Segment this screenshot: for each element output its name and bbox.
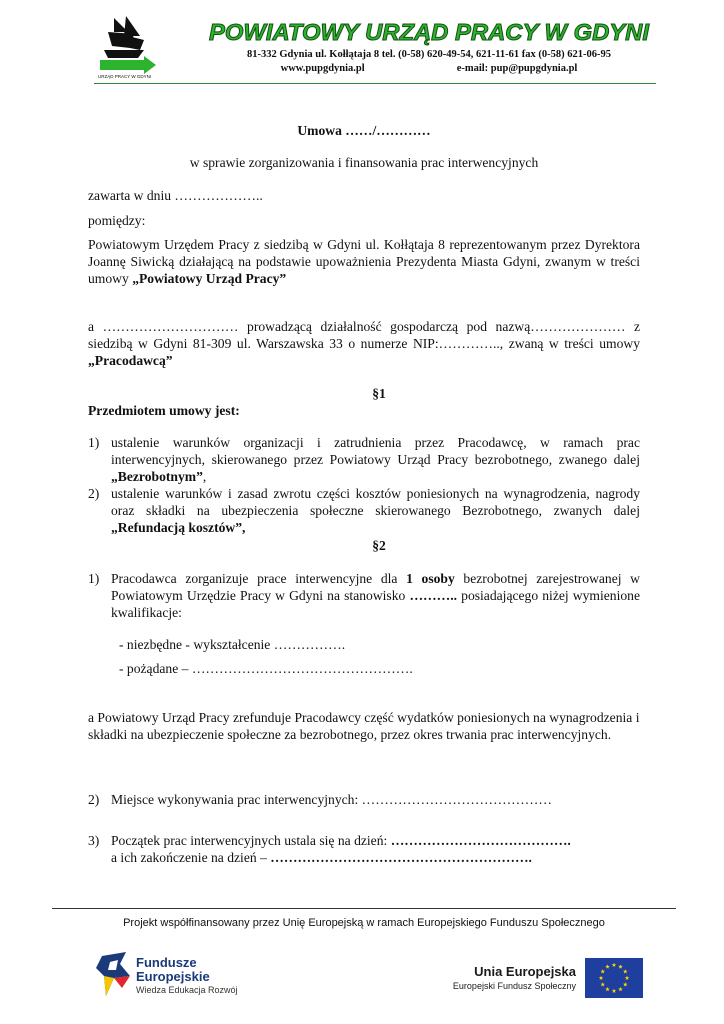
party2-paragraph: [88, 318, 640, 369]
start-date-blank: ………………………………….: [390, 833, 571, 848]
concluded-on: zawarta w dniu ………………..: [88, 188, 263, 203]
eu-flag-icon: [585, 958, 643, 998]
requirement-desired: - pożądane – ………………………………………….: [119, 661, 413, 676]
fe-line3: Wiedza Edukacja Rozwój: [136, 985, 238, 995]
list-item: [88, 485, 640, 536]
party2-name: „Pracodawcą”: [88, 353, 173, 368]
header-email[interactable]: e-mail: pup@pupgdynia.pl: [456, 63, 578, 74]
list-item-text: Początek prac interwencyjnych ustala się na dzień:: [111, 833, 391, 848]
term-refundacja: „Refundacją kosztów”,: [111, 520, 246, 535]
list-item: [88, 434, 640, 485]
list-item-number: 1): [88, 435, 100, 450]
end-date-blank: ………………………………………………….: [270, 850, 532, 865]
position-blank: ………..: [409, 588, 458, 603]
section2-item2: [88, 791, 640, 808]
party1-name: „Powiatowy Urząd Pracy”: [132, 271, 287, 286]
org-name-text: POWIATOWY URZĄD PRACY W GDYNI: [209, 19, 650, 45]
list-item: [88, 791, 640, 808]
doc-title: Umowa ……/…………: [297, 123, 431, 138]
section2-list: [88, 570, 640, 621]
footer-divider: [52, 908, 676, 909]
term-bezrobotny: „Bezrobotnym”: [111, 469, 203, 484]
header-contact: [206, 48, 652, 76]
section1-lead: Przedmiotem umowy jest:: [88, 403, 240, 418]
between-label: pomiędzy:: [88, 213, 146, 228]
list-item-number: 2): [88, 486, 100, 501]
eu-label: [452, 964, 576, 992]
header-divider: [94, 83, 656, 84]
persons-count: 1 osoby: [406, 571, 455, 586]
list-item-text: Miejsce wykonywania prac interwencyjnych: ……………………………………: [111, 792, 552, 807]
section1-list: [88, 434, 640, 536]
party2-text: a ………………………… prowadzącą działalność gospodarczą pod nazwą………………… z siedzibą w Gdyni 81-309 ul. Warszawska 33 o numerze NIP:………….., zwaną w treści umowy: [88, 319, 640, 351]
eu-line1: Unia Europejska: [474, 964, 576, 979]
s2-item1-text-a: Pracodawca zorganizuje prace interwencyjne dla: [111, 571, 407, 586]
list-item-tail: ,: [202, 469, 207, 484]
refund-paragraph: a Powiatowy Urząd Pracy zrefunduje Pracodawcy część wydatków poniesionych na wynagrodzenia i składki na ubezpieczenie społeczne za bezrobotnego, przez okres trwania prac interwencyjnych.: [88, 710, 640, 742]
eu-line2: Europejski Fundusz Społeczny: [452, 981, 576, 991]
fe-star-icon: [96, 950, 134, 1000]
requirement-required: - niezbędne - wykształcenie …………….: [119, 637, 346, 652]
header-website[interactable]: www.pupgdynia.pl: [280, 63, 365, 74]
list-item-number: 1): [88, 571, 100, 586]
s2-item1-text-b: bezrobotnej zarejestrowanej w Powiatowym Urzędzie Pracy w Gdyni na stanowisko: [111, 571, 640, 603]
logo-caption: URZĄD PRACY W GDYNI: [98, 74, 152, 79]
ship-logo-icon: [94, 14, 158, 80]
header-address: 81-332 Gdynia ul. Kołłątaja 8 tel. (0-58) 620-49-54, 621-11-61 fax (0-58) 621-06-95: [247, 49, 611, 60]
section1-heading: §1: [372, 386, 386, 401]
list-item: [88, 570, 640, 621]
party1-paragraph: [88, 236, 640, 287]
s2-item1-text-c: posiadającego niżej wymienione kwalifikacje:: [111, 588, 641, 620]
section2-heading: §2: [372, 538, 386, 553]
fe-line2: Europejskie: [136, 969, 210, 984]
list-item: [88, 832, 640, 866]
section2-item3: [88, 832, 640, 866]
end-date-text: a ich zakończenie na dzień –: [111, 850, 271, 865]
list-item-number: 2): [88, 792, 100, 807]
pup-logo: [94, 14, 158, 80]
fundusze-europejskie-logo: [96, 950, 246, 1006]
org-name: [206, 18, 652, 48]
party1-text: Powiatowym Urzędem Pracy z siedzibą w Gdyni ul. Kołłątaja 8 reprezentowanym przez Dyrektora Joannę Siwicką działającą na podstawie upoważnienia Prezydenta Miasta Gdyni, zwanym w treści umowy: [88, 237, 640, 286]
list-item-text: ustalenie warunków organizacji i zatrudnienia przez Pracodawcę, w ramach prac interwencyjnych, skierowanego przez Powiatowy Urząd Pracy bezrobotnego, zwanego dalej: [111, 435, 640, 467]
list-item-number: 3): [88, 833, 100, 848]
fe-line1: Fundusze: [136, 955, 197, 970]
list-item-text: ustalenie warunków i zasad zwrotu części kosztów poniesionych na wynagrodzenia, nagrody oraz składki na ubezpieczenia społeczne skierowanego Bezrobotnego, zwanych dalej: [111, 486, 640, 518]
doc-subtitle: w sprawie zorganizowania i finansowania prac interwencyjnych: [189, 155, 539, 170]
footer-note: Projekt współfinansowany przez Unię Europejską w ramach Europejskiego Funduszu Społecznego: [123, 917, 605, 929]
